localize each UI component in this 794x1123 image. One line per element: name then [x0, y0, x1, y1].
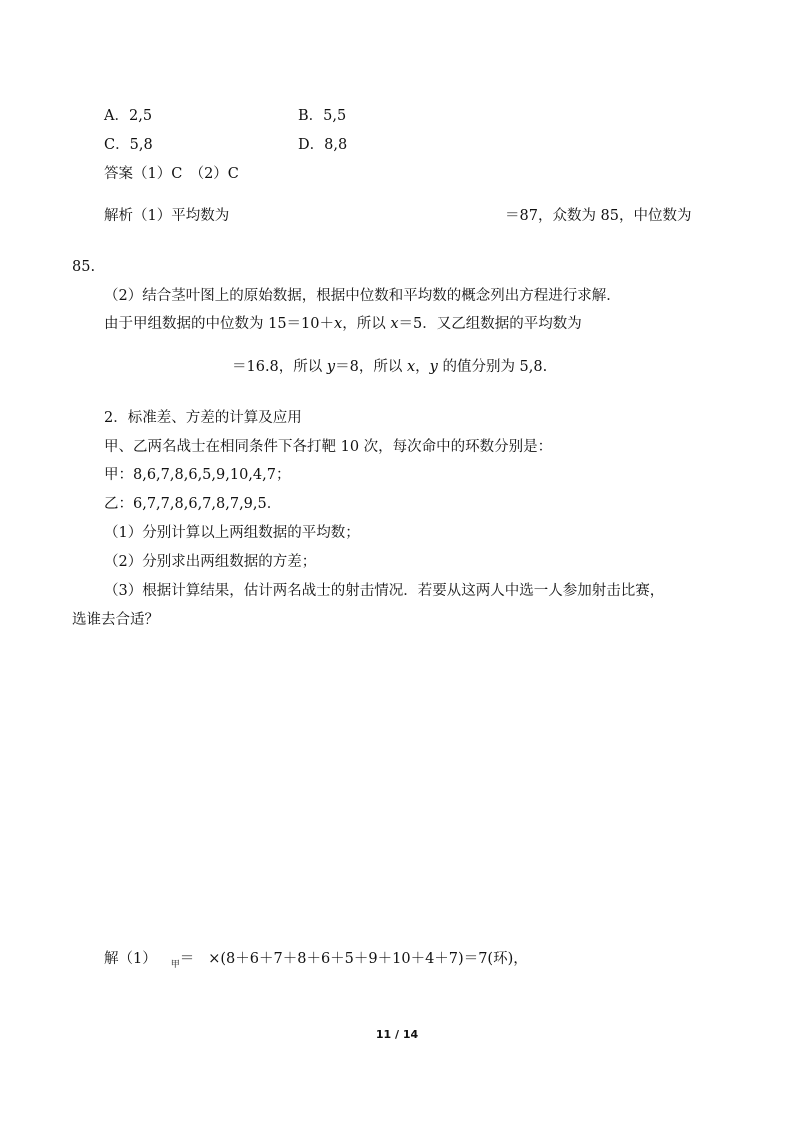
problem2-q2: （2）分别求出两组数据的方差；: [104, 554, 317, 570]
problem2-q1: （1）分别计算以上两组数据的平均数；: [104, 525, 360, 541]
problem2-intro: 甲、乙两名战士在相同条件下各打靶 10 次，每次命中的环数分别是：: [104, 439, 553, 455]
problem2-yi: 乙：6,7,7,8,6,7,8,7,9,5．: [104, 496, 282, 512]
analysis-line1-cont: 85.: [72, 259, 96, 275]
analysis-line4: ＝16.8，所以 y＝8，所以 x，y 的值分别为 5,8.: [232, 359, 548, 375]
problem2-title: 2．标准差、方差的计算及应用: [104, 410, 302, 426]
option-b: B．5,5: [298, 108, 347, 124]
option-d: D．8,8: [298, 137, 348, 153]
problem2-q3b: 选谁去合适？: [72, 612, 159, 628]
problem2-jia: 甲：8,6,7,8,6,5,9,10,4,7；: [104, 467, 291, 483]
answer-line: 答案（1）C （2）C: [104, 166, 239, 182]
analysis-line1-right: ＝87，众数为 85，中位数为: [505, 208, 692, 224]
option-a: A．2,5: [104, 108, 153, 124]
solution-line: 解（1） $_甲$＝ ×(8＋6＋7＋8＋6＋5＋9＋10＋4＋7)＝7(环)，: [104, 951, 528, 970]
analysis-line3: 由于甲组数据的中位数为 15＝10＋x，所以 x＝5．又乙组数据的平均数为: [104, 316, 582, 332]
analysis-line1-left: 解析（1）平均数为: [104, 208, 230, 224]
problem2-q3a: （3）根据计算结果，估计两名战士的射击情况．若要从这两人中选一人参加射击比赛，: [104, 583, 665, 599]
option-c: C．5,8: [104, 137, 153, 153]
page-number: 11 / 14: [375, 1028, 419, 1041]
analysis-line2: （2）结合茎叶图上的原始数据，根据中位数和平均数的概念列出方程进行求解．: [104, 288, 621, 304]
